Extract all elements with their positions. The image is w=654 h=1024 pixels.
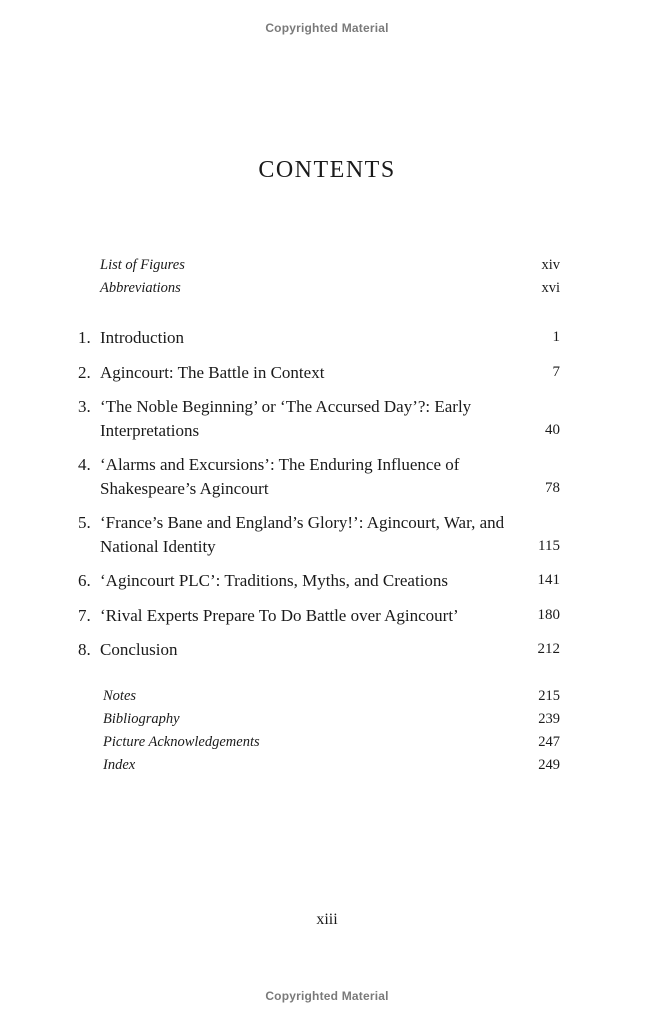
chapter-page: 78 [545, 479, 560, 496]
back-matter-item[interactable] [103, 688, 560, 711]
page-number: xiii [316, 911, 338, 928]
chapter-title: ‘Alarms and Excursions’: The Enduring Influence of Shakespeare’s Agincourt [100, 455, 460, 498]
back-matter-list [103, 688, 560, 780]
back-matter-item[interactable] [103, 757, 560, 780]
chapter-entry[interactable] [78, 395, 560, 442]
chapter-title: ‘France’s Bane and England’s Glory!’: Agincourt, War, and National Identity [100, 513, 505, 556]
front-matter-item[interactable] [100, 257, 560, 280]
chapter-number: 8. [78, 640, 91, 659]
chapter-title: Conclusion [100, 640, 178, 659]
chapter-entry[interactable] [78, 453, 560, 500]
back-matter-label: Index [103, 757, 136, 773]
chapter-number: 3. [78, 397, 91, 416]
chapter-page: 180 [537, 606, 560, 623]
back-matter-item[interactable] [103, 711, 560, 734]
back-matter-item[interactable] [103, 734, 560, 757]
chapter-number: 5. [78, 513, 91, 532]
chapter-title: ‘Rival Experts Prepare To Do Battle over Agincourt’ [100, 605, 459, 625]
back-matter-page: 215 [538, 688, 560, 704]
chapter-number: 6. [78, 571, 91, 590]
front-matter-list [100, 257, 560, 303]
copyright-watermark-top: Copyrighted Material [265, 21, 389, 35]
chapter-page: 212 [537, 641, 560, 657]
chapter-entry[interactable] [78, 604, 560, 628]
chapter-entry[interactable] [78, 638, 560, 662]
chapter-number: 7. [78, 605, 91, 625]
chapter-number: 2. [78, 362, 91, 382]
back-matter-page: 247 [538, 734, 560, 750]
back-matter-page: 239 [538, 711, 560, 727]
chapter-title: Introduction [100, 328, 185, 347]
chapter-page: 115 [538, 537, 560, 554]
chapter-page: 7 [552, 363, 560, 380]
chapter-title: Agincourt: The Battle in Context [100, 362, 325, 382]
page-title: CONTENTS [258, 157, 396, 183]
back-matter-label: Bibliography [103, 711, 180, 727]
front-matter-label: List of Figures [100, 257, 185, 273]
front-matter-page: xvi [541, 280, 560, 296]
copyright-watermark-bottom: Copyrighted Material [265, 989, 389, 1003]
chapter-title: ‘Agincourt PLC’: Traditions, Myths, and Creations [100, 571, 449, 590]
back-matter-label: Picture Acknowledgements [103, 734, 260, 750]
chapter-page: 40 [545, 421, 560, 438]
chapter-title: ‘The Noble Beginning’ or ‘The Accursed Day’?: Early Interpretations [100, 397, 472, 440]
chapter-list [78, 326, 560, 662]
chapter-page: 1 [552, 329, 560, 345]
front-matter-label: Abbreviations [100, 280, 181, 296]
front-matter-page: xiv [541, 257, 560, 273]
chapter-page: 141 [537, 572, 560, 588]
front-matter-item[interactable] [100, 280, 560, 303]
chapter-number: 4. [78, 455, 91, 474]
chapter-entry[interactable] [78, 361, 560, 385]
chapter-entry[interactable] [78, 511, 560, 558]
chapter-entry[interactable] [78, 569, 560, 593]
chapter-entry[interactable] [78, 326, 560, 350]
back-matter-label: Notes [103, 688, 137, 704]
back-matter-page: 249 [538, 757, 560, 773]
chapter-number: 1. [78, 328, 91, 347]
